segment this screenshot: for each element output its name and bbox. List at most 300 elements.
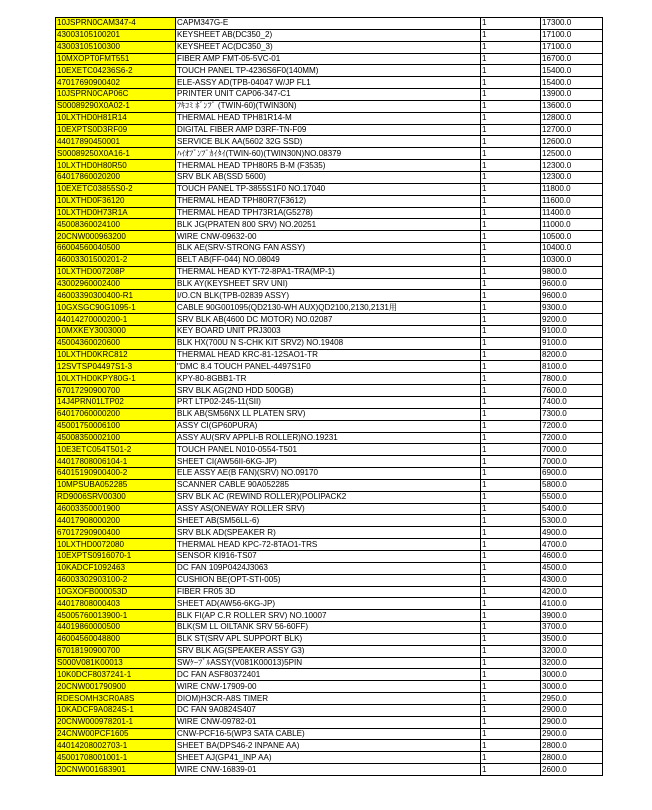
part-code-cell: 10EXPTS0916070-1 bbox=[56, 550, 176, 562]
part-code-cell: S00089250X0A16-1 bbox=[56, 148, 176, 160]
table-row bbox=[56, 243, 603, 255]
table-row bbox=[56, 704, 603, 716]
table-row bbox=[56, 397, 603, 409]
quantity-cell: 1 bbox=[481, 337, 541, 349]
price-cell: 5500.0 bbox=[541, 491, 603, 503]
table-row bbox=[56, 681, 603, 693]
part-code-cell: RDESOMH3CR0A8S bbox=[56, 693, 176, 705]
description-cell: KEYSHEET AB(DC350_2) bbox=[176, 29, 481, 41]
description-cell: BLK HX(700U N S-CHK KIT SRV2) NO.19408 bbox=[176, 337, 481, 349]
description-cell: SRV BLK AD(SPEAKER R) bbox=[176, 527, 481, 539]
quantity-cell: 1 bbox=[481, 503, 541, 515]
description-cell: KPY-80-8GBB1-TR bbox=[176, 373, 481, 385]
part-code-cell: 46003350001900 bbox=[56, 503, 176, 515]
price-cell: 3000.0 bbox=[541, 669, 603, 681]
part-code-cell: 67018190900700 bbox=[56, 645, 176, 657]
table-row bbox=[56, 468, 603, 480]
price-cell: 11800.0 bbox=[541, 183, 603, 195]
table-row bbox=[56, 385, 603, 397]
description-cell: ELE-ASSY AD(TPB-04047 W/JP FL1 bbox=[176, 77, 481, 89]
part-code-cell: 10KADCF1092463 bbox=[56, 562, 176, 574]
description-cell: SHEET CI(AW56II-6KG-JP) bbox=[176, 456, 481, 468]
part-code-cell: 10GXOFB000053D bbox=[56, 586, 176, 598]
description-cell: SENSOR KI916-TS07 bbox=[176, 550, 481, 562]
price-cell: 11400.0 bbox=[541, 207, 603, 219]
part-code-cell: 20CNW000963200 bbox=[56, 231, 176, 243]
quantity-cell: 1 bbox=[481, 491, 541, 503]
description-cell: ﾊｲｵﾌﾞﾝﾌﾟｶｲﾀｲ(TWIN-60)(TWIN30N)NO.08379 bbox=[176, 148, 481, 160]
quantity-cell: 1 bbox=[481, 562, 541, 574]
table-row bbox=[56, 171, 603, 183]
price-cell: 17100.0 bbox=[541, 41, 603, 53]
table-row bbox=[56, 53, 603, 65]
description-cell: BLK AE(SRV-STRONG FAN ASSY) bbox=[176, 243, 481, 255]
table-row bbox=[56, 314, 603, 326]
part-code-cell: 10JSPRN0CAP06C bbox=[56, 89, 176, 101]
quantity-cell: 1 bbox=[481, 716, 541, 728]
part-code-cell: 44017808000403 bbox=[56, 598, 176, 610]
part-code-cell: 20CNW001683901 bbox=[56, 764, 176, 776]
quantity-cell: 1 bbox=[481, 266, 541, 278]
price-cell: 4900.0 bbox=[541, 527, 603, 539]
table-row bbox=[56, 740, 603, 752]
description-cell: SRV BLK AB(SSD 5600) bbox=[176, 171, 481, 183]
description-cell: THERMAL HEAD KPC-72-8TAO1-TRS bbox=[176, 539, 481, 551]
part-code-cell: 10MXKEY3003000 bbox=[56, 325, 176, 337]
description-cell: TOUCH PANEL N010-0554-T501 bbox=[176, 444, 481, 456]
table-row bbox=[56, 325, 603, 337]
quantity-cell: 1 bbox=[481, 728, 541, 740]
quantity-cell: 1 bbox=[481, 432, 541, 444]
part-code-cell: 44014270000200-1 bbox=[56, 314, 176, 326]
description-cell: PRT LTP02-245-11(SII) bbox=[176, 397, 481, 409]
quantity-cell: 1 bbox=[481, 610, 541, 622]
description-cell: WIRE CNW-09632-00 bbox=[176, 231, 481, 243]
price-cell: 15400.0 bbox=[541, 77, 603, 89]
price-cell: 9300.0 bbox=[541, 302, 603, 314]
description-cell: KEY BOARD UNIT PRJ3003 bbox=[176, 325, 481, 337]
table-row bbox=[56, 231, 603, 243]
description-cell: SHEET AB(SM56LL-6) bbox=[176, 515, 481, 527]
parts-price-table bbox=[55, 17, 603, 776]
description-cell: DC FAN 9A0824S407 bbox=[176, 704, 481, 716]
part-code-cell: 10LXTHD0072080 bbox=[56, 539, 176, 551]
table-row bbox=[56, 290, 603, 302]
price-cell: 7300.0 bbox=[541, 408, 603, 420]
part-code-cell: 20CNW001790900 bbox=[56, 681, 176, 693]
description-cell: THERMAL HEAD KRC-81-12SAO1-TR bbox=[176, 349, 481, 361]
price-cell: 10400.0 bbox=[541, 243, 603, 255]
part-code-cell: 10K0DCF8037241-1 bbox=[56, 669, 176, 681]
part-code-cell: 64015190900400-2 bbox=[56, 468, 176, 480]
quantity-cell: 1 bbox=[481, 539, 541, 551]
part-code-cell: 10MPSUBA052285 bbox=[56, 479, 176, 491]
quantity-cell: 1 bbox=[481, 645, 541, 657]
table-row bbox=[56, 657, 603, 669]
table-row bbox=[56, 408, 603, 420]
quantity-cell: 1 bbox=[481, 325, 541, 337]
description-cell: THERMAL HEAD TPH81R14-M bbox=[176, 112, 481, 124]
quantity-cell: 1 bbox=[481, 598, 541, 610]
part-code-cell: 44017890450001 bbox=[56, 136, 176, 148]
part-code-cell: 45008360024100 bbox=[56, 219, 176, 231]
description-cell: DIGITAL FIBER AMP D3RF-TN-F09 bbox=[176, 124, 481, 136]
description-cell: CABLE 90G001095(QD2130-WH AUX)QD2100,2130,2131用 bbox=[176, 302, 481, 314]
description-cell: DC FAN 109P0424J3063 bbox=[176, 562, 481, 574]
quantity-cell: 1 bbox=[481, 160, 541, 172]
description-cell: BLK JG(PRATEN 800 SRV) NO.20251 bbox=[176, 219, 481, 231]
table-row bbox=[56, 18, 603, 30]
table-row bbox=[56, 112, 603, 124]
part-code-cell: 10LXTHD0F36120 bbox=[56, 195, 176, 207]
quantity-cell: 1 bbox=[481, 195, 541, 207]
quantity-cell: 1 bbox=[481, 740, 541, 752]
price-cell: 13900.0 bbox=[541, 89, 603, 101]
quantity-cell: 1 bbox=[481, 136, 541, 148]
part-code-cell: 10EXETC04236S6-2 bbox=[56, 65, 176, 77]
quantity-cell: 1 bbox=[481, 385, 541, 397]
price-cell: 3000.0 bbox=[541, 681, 603, 693]
price-cell: 11600.0 bbox=[541, 195, 603, 207]
quantity-cell: 1 bbox=[481, 633, 541, 645]
price-cell: 2900.0 bbox=[541, 716, 603, 728]
table-row bbox=[56, 136, 603, 148]
price-cell: 7800.0 bbox=[541, 373, 603, 385]
table-row bbox=[56, 349, 603, 361]
price-cell: 7000.0 bbox=[541, 444, 603, 456]
price-cell: 17300.0 bbox=[541, 18, 603, 30]
part-code-cell: 10LXTHD007208P bbox=[56, 266, 176, 278]
price-cell: 9100.0 bbox=[541, 337, 603, 349]
part-code-cell: 44017908000200 bbox=[56, 515, 176, 527]
price-cell: 16700.0 bbox=[541, 53, 603, 65]
part-code-cell: 10LXTHD0H81R14 bbox=[56, 112, 176, 124]
table-row bbox=[56, 539, 603, 551]
price-cell: 5800.0 bbox=[541, 479, 603, 491]
price-cell: 3700.0 bbox=[541, 622, 603, 634]
price-cell: 2950.0 bbox=[541, 693, 603, 705]
table-row bbox=[56, 622, 603, 634]
part-code-cell: 43003105100300 bbox=[56, 41, 176, 53]
description-cell: FIBER AMP FMT-05-5VC-01 bbox=[176, 53, 481, 65]
table-row bbox=[56, 574, 603, 586]
spreadsheet bbox=[55, 17, 603, 776]
table-row bbox=[56, 764, 603, 776]
quantity-cell: 1 bbox=[481, 373, 541, 385]
price-cell: 3200.0 bbox=[541, 645, 603, 657]
table-row bbox=[56, 586, 603, 598]
table-row bbox=[56, 728, 603, 740]
quantity-cell: 1 bbox=[481, 752, 541, 764]
part-code-cell: 45004360020600 bbox=[56, 337, 176, 349]
part-code-cell: 10LXTHD0KPY80G-1 bbox=[56, 373, 176, 385]
price-cell: 9600.0 bbox=[541, 290, 603, 302]
description-cell: SRV BLK AG(2ND HDD 500GB) bbox=[176, 385, 481, 397]
part-code-cell: 10EXETC03855S0-2 bbox=[56, 183, 176, 195]
description-cell: SHEET AD(AW56-6KG-JP) bbox=[176, 598, 481, 610]
price-cell: 2900.0 bbox=[541, 728, 603, 740]
price-cell: 2800.0 bbox=[541, 740, 603, 752]
description-cell: BLK(SM LL OILTANK SRV 56-60FF) bbox=[176, 622, 481, 634]
quantity-cell: 1 bbox=[481, 89, 541, 101]
part-code-cell: 44014208002703-1 bbox=[56, 740, 176, 752]
part-code-cell: 10LXTHD0H73R1A bbox=[56, 207, 176, 219]
table-row bbox=[56, 89, 603, 101]
price-cell: 2800.0 bbox=[541, 752, 603, 764]
table-row bbox=[56, 100, 603, 112]
quantity-cell: 1 bbox=[481, 302, 541, 314]
description-cell: SHEET AJ(GP41_INP AA) bbox=[176, 752, 481, 764]
description-cell: I/O.CN BLK(TPB-02839 ASSY) bbox=[176, 290, 481, 302]
part-code-cell: 10E3ETC054T501-2 bbox=[56, 444, 176, 456]
part-code-cell: 46003301500201-2 bbox=[56, 254, 176, 266]
price-cell: 7400.0 bbox=[541, 397, 603, 409]
part-code-cell: 10LXTHD0H80R50 bbox=[56, 160, 176, 172]
quantity-cell: 1 bbox=[481, 65, 541, 77]
price-cell: 9800.0 bbox=[541, 266, 603, 278]
description-cell: SERVICE BLK AA(5602 32G SSD) bbox=[176, 136, 481, 148]
description-cell: "DMC 8.4 TOUCH PANEL-4497S1F0 bbox=[176, 361, 481, 373]
quantity-cell: 1 bbox=[481, 207, 541, 219]
description-cell: DIOM)H3CR-A8S TIMER bbox=[176, 693, 481, 705]
price-cell: 4500.0 bbox=[541, 562, 603, 574]
parts-table-body bbox=[56, 18, 603, 776]
part-code-cell: 10KADCF9A0824S-1 bbox=[56, 704, 176, 716]
description-cell: TOUCH PANEL TP-3855S1F0 NO.17040 bbox=[176, 183, 481, 195]
description-cell: KEYSHEET AC(DC350_3) bbox=[176, 41, 481, 53]
description-cell: CAPM347G-E bbox=[176, 18, 481, 30]
quantity-cell: 1 bbox=[481, 586, 541, 598]
price-cell: 2900.0 bbox=[541, 704, 603, 716]
price-cell: 6900.0 bbox=[541, 468, 603, 480]
table-row bbox=[56, 491, 603, 503]
part-code-cell: 44017808006104-1 bbox=[56, 456, 176, 468]
part-code-cell: 66004560040500 bbox=[56, 243, 176, 255]
part-code-cell: S000V081K00013 bbox=[56, 657, 176, 669]
price-cell: 3500.0 bbox=[541, 633, 603, 645]
part-code-cell: 10GXSGC90G1095-1 bbox=[56, 302, 176, 314]
part-code-cell: 10JSPRN0CAM347-4 bbox=[56, 18, 176, 30]
price-cell: 10500.0 bbox=[541, 231, 603, 243]
quantity-cell: 1 bbox=[481, 550, 541, 562]
description-cell: BELT AB(FF-044) NO.08049 bbox=[176, 254, 481, 266]
quantity-cell: 1 bbox=[481, 479, 541, 491]
part-code-cell: 45001750006100 bbox=[56, 420, 176, 432]
part-code-cell: 67017290900700 bbox=[56, 385, 176, 397]
table-row bbox=[56, 148, 603, 160]
quantity-cell: 1 bbox=[481, 515, 541, 527]
table-row bbox=[56, 254, 603, 266]
part-code-cell: 43002960002400 bbox=[56, 278, 176, 290]
quantity-cell: 1 bbox=[481, 408, 541, 420]
part-code-cell: 12SVTSP04497S1-3 bbox=[56, 361, 176, 373]
quantity-cell: 1 bbox=[481, 657, 541, 669]
description-cell: PRINTER UNIT CAP06-347-C1 bbox=[176, 89, 481, 101]
price-cell: 9200.0 bbox=[541, 314, 603, 326]
part-code-cell: 43003105100201 bbox=[56, 29, 176, 41]
quantity-cell: 1 bbox=[481, 669, 541, 681]
description-cell: WIRE CNW-09782-01 bbox=[176, 716, 481, 728]
description-cell: THERMAL HEAD TPH73R1A(G5278) bbox=[176, 207, 481, 219]
part-code-cell: 14J4PRN01LTP02 bbox=[56, 397, 176, 409]
part-code-cell: 67017290900400 bbox=[56, 527, 176, 539]
table-row bbox=[56, 752, 603, 764]
part-code-cell: 47017690900402 bbox=[56, 77, 176, 89]
table-row bbox=[56, 183, 603, 195]
table-row bbox=[56, 266, 603, 278]
price-cell: 12800.0 bbox=[541, 112, 603, 124]
price-cell: 8100.0 bbox=[541, 361, 603, 373]
table-row bbox=[56, 432, 603, 444]
quantity-cell: 1 bbox=[481, 41, 541, 53]
price-cell: 7600.0 bbox=[541, 385, 603, 397]
price-cell: 7200.0 bbox=[541, 420, 603, 432]
part-code-cell: S00089290X0A02-1 bbox=[56, 100, 176, 112]
part-code-cell: 64017860020200 bbox=[56, 171, 176, 183]
table-row bbox=[56, 610, 603, 622]
description-cell: FIBER FR05 3D bbox=[176, 586, 481, 598]
price-cell: 5300.0 bbox=[541, 515, 603, 527]
quantity-cell: 1 bbox=[481, 361, 541, 373]
description-cell: BLK AB(SM56NX LL PLATEN SRV) bbox=[176, 408, 481, 420]
price-cell: 9100.0 bbox=[541, 325, 603, 337]
table-row bbox=[56, 503, 603, 515]
price-cell: 4200.0 bbox=[541, 586, 603, 598]
part-code-cell: 45001708001001-1 bbox=[56, 752, 176, 764]
part-code-cell: 45005760013900-1 bbox=[56, 610, 176, 622]
part-code-cell: 64017060000200 bbox=[56, 408, 176, 420]
table-row bbox=[56, 456, 603, 468]
price-cell: 12700.0 bbox=[541, 124, 603, 136]
description-cell: ELE ASSY AE(B FAN)(SRV) NO.09170 bbox=[176, 468, 481, 480]
table-row bbox=[56, 278, 603, 290]
price-cell: 12500.0 bbox=[541, 148, 603, 160]
table-row bbox=[56, 77, 603, 89]
description-cell: SWｹｰﾌﾞﾙASSY(V081K00013)5PIN bbox=[176, 657, 481, 669]
description-cell: THERMAL HEAD TPH80R7(F3612) bbox=[176, 195, 481, 207]
description-cell: CUSHION BE(OPT-STI-005) bbox=[176, 574, 481, 586]
table-row bbox=[56, 716, 603, 728]
description-cell: WIRE CNW-17909-00 bbox=[176, 681, 481, 693]
table-row bbox=[56, 41, 603, 53]
price-cell: 4100.0 bbox=[541, 598, 603, 610]
description-cell: SRV BLK AB(4600 DC MOTOR) NO.02087 bbox=[176, 314, 481, 326]
quantity-cell: 1 bbox=[481, 278, 541, 290]
description-cell: TOUCH PANEL TP-4236S6F0(140MM) bbox=[176, 65, 481, 77]
price-cell: 12300.0 bbox=[541, 171, 603, 183]
description-cell: BLK FI(AP C.R ROLLER SRV) NO.10007 bbox=[176, 610, 481, 622]
quantity-cell: 1 bbox=[481, 171, 541, 183]
quantity-cell: 1 bbox=[481, 18, 541, 30]
table-row bbox=[56, 29, 603, 41]
quantity-cell: 1 bbox=[481, 456, 541, 468]
table-row bbox=[56, 195, 603, 207]
price-cell: 2600.0 bbox=[541, 764, 603, 776]
part-code-cell: 10LXTHD0KRC812 bbox=[56, 349, 176, 361]
price-cell: 11000.0 bbox=[541, 219, 603, 231]
description-cell: SRV BLK AC (REWIND ROLLER)(POLIPACK2 bbox=[176, 491, 481, 503]
table-row bbox=[56, 598, 603, 610]
description-cell: DC FAN ASF80372401 bbox=[176, 669, 481, 681]
quantity-cell: 1 bbox=[481, 349, 541, 361]
description-cell: SCANNER CABLE 90A052285 bbox=[176, 479, 481, 491]
price-cell: 3200.0 bbox=[541, 657, 603, 669]
quantity-cell: 1 bbox=[481, 290, 541, 302]
quantity-cell: 1 bbox=[481, 764, 541, 776]
table-row bbox=[56, 550, 603, 562]
quantity-cell: 1 bbox=[481, 243, 541, 255]
quantity-cell: 1 bbox=[481, 693, 541, 705]
table-row bbox=[56, 219, 603, 231]
price-cell: 8200.0 bbox=[541, 349, 603, 361]
description-cell: CNW-PCF16-5(WP3 SATA CABLE) bbox=[176, 728, 481, 740]
quantity-cell: 1 bbox=[481, 219, 541, 231]
quantity-cell: 1 bbox=[481, 420, 541, 432]
table-row bbox=[56, 361, 603, 373]
table-row bbox=[56, 302, 603, 314]
price-cell: 17100.0 bbox=[541, 29, 603, 41]
price-cell: 7200.0 bbox=[541, 432, 603, 444]
table-row bbox=[56, 669, 603, 681]
price-cell: 12600.0 bbox=[541, 136, 603, 148]
price-cell: 15400.0 bbox=[541, 65, 603, 77]
table-row bbox=[56, 693, 603, 705]
quantity-cell: 1 bbox=[481, 397, 541, 409]
description-cell: THERMAL HEAD KYT-72-8PA1-TRA(MP-1) bbox=[176, 266, 481, 278]
quantity-cell: 1 bbox=[481, 183, 541, 195]
price-cell: 4700.0 bbox=[541, 539, 603, 551]
price-cell: 4300.0 bbox=[541, 574, 603, 586]
description-cell: THERMAL HEAD TPH80R5 B-M (F3535) bbox=[176, 160, 481, 172]
part-code-cell: RD9006SRV00300 bbox=[56, 491, 176, 503]
description-cell: ASSY AS(ONEWAY ROLLER SRV) bbox=[176, 503, 481, 515]
part-code-cell: 44019860000500 bbox=[56, 622, 176, 634]
quantity-cell: 1 bbox=[481, 100, 541, 112]
quantity-cell: 1 bbox=[481, 574, 541, 586]
quantity-cell: 1 bbox=[481, 77, 541, 89]
part-code-cell: 24CNW00PCF1605 bbox=[56, 728, 176, 740]
quantity-cell: 1 bbox=[481, 704, 541, 716]
description-cell: SRV BLK AG(SPEAKER ASSY G3) bbox=[176, 645, 481, 657]
table-row bbox=[56, 420, 603, 432]
table-row bbox=[56, 65, 603, 77]
part-code-cell: 46003302903100-2 bbox=[56, 574, 176, 586]
part-code-cell: 20CNW000978201-1 bbox=[56, 716, 176, 728]
table-row bbox=[56, 207, 603, 219]
table-row bbox=[56, 562, 603, 574]
price-cell: 13600.0 bbox=[541, 100, 603, 112]
table-row bbox=[56, 444, 603, 456]
price-cell: 7000.0 bbox=[541, 456, 603, 468]
table-row bbox=[56, 373, 603, 385]
quantity-cell: 1 bbox=[481, 468, 541, 480]
price-cell: 9600.0 bbox=[541, 278, 603, 290]
quantity-cell: 1 bbox=[481, 681, 541, 693]
price-cell: 12300.0 bbox=[541, 160, 603, 172]
part-code-cell: 46003390300400-R1 bbox=[56, 290, 176, 302]
part-code-cell: 10EXPTS0D3RF09 bbox=[56, 124, 176, 136]
quantity-cell: 1 bbox=[481, 231, 541, 243]
table-row bbox=[56, 479, 603, 491]
quantity-cell: 1 bbox=[481, 314, 541, 326]
table-row bbox=[56, 160, 603, 172]
table-row bbox=[56, 515, 603, 527]
description-cell: ASSY CI(GP60PURA) bbox=[176, 420, 481, 432]
part-code-cell: 45008350002100 bbox=[56, 432, 176, 444]
table-row bbox=[56, 633, 603, 645]
quantity-cell: 1 bbox=[481, 53, 541, 65]
description-cell: BLK ST(SRV APL SUPPORT BLK) bbox=[176, 633, 481, 645]
